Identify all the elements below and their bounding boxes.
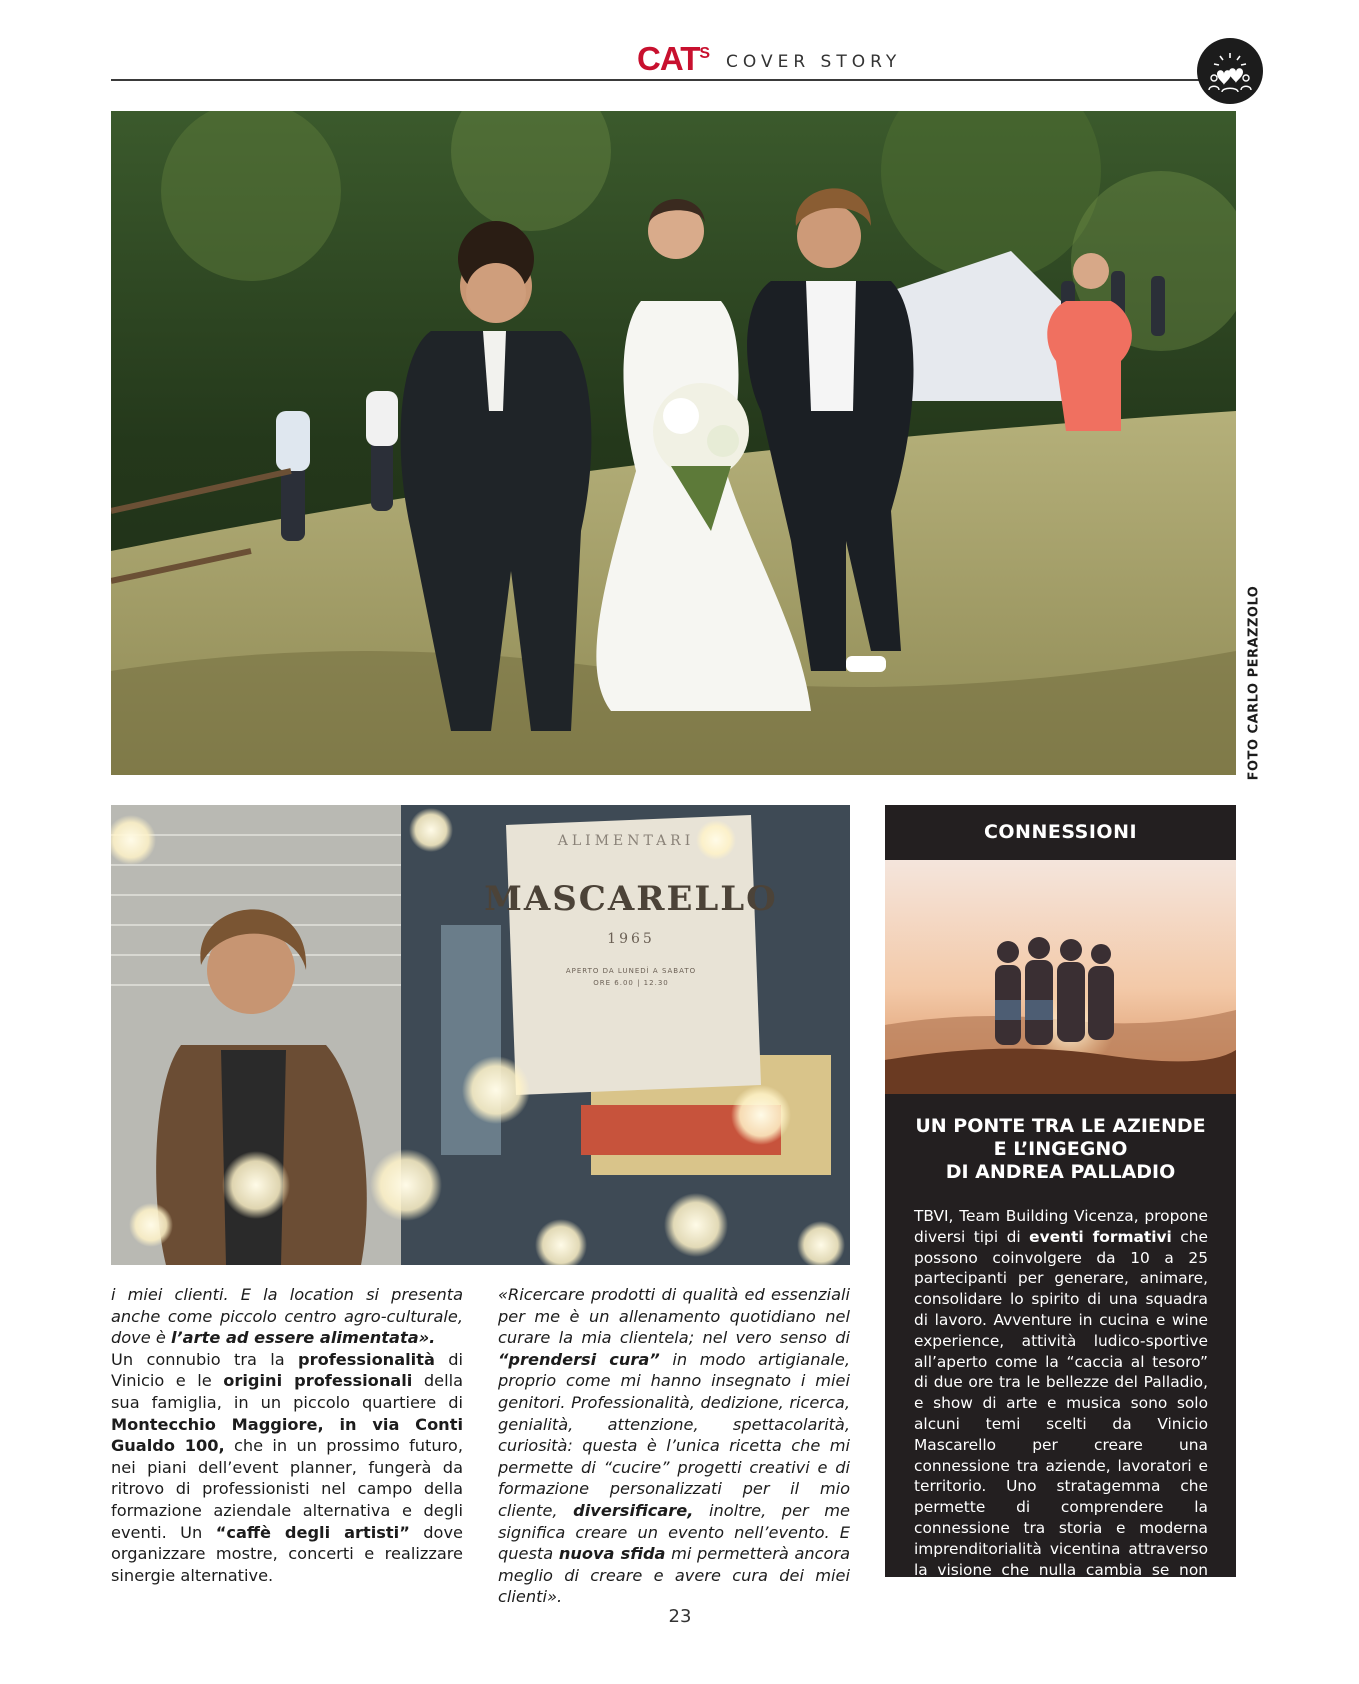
column1-intro: i miei clienti. E la location si presenta anche come piccolo centro agro-culturale, dove è l’arte ad essere alimentata».	[111, 1285, 463, 1348]
body-column-1	[111, 1284, 463, 1586]
wedding-photo	[111, 111, 1236, 775]
shop-photo	[111, 805, 850, 1265]
section-title: COVER STORY	[726, 52, 902, 72]
sidebar-heading: CONNESSIONI	[983, 820, 1138, 843]
sidebar-title-line: E L’INGEGNO	[993, 1138, 1128, 1160]
team-hearts-icon	[1197, 38, 1263, 104]
body-column-2-quote	[498, 1284, 850, 1608]
sidebar-box	[885, 805, 1236, 1600]
page-header	[111, 36, 1266, 82]
sidebar-body: TBVI, Team Building Vicenza, propone diversi tipi di eventi formativi che possono coinvolgere da 10 a 25 partecipanti per generare, animare, consolidare lo spirito di una squadra di lavoro. Avventure in cucina e wine experience, attività ludico-sportive all’aperto come la “caccia al tesoro” di due ore tra le bellezze del Palladio, e show di arte e musica sono solo alcuni temi scelti da Vinicio Mascarello per creare una connessione tra aziende, lavoratori e territorio. Uno stratagemma che permette di comprendere la connessione tra storia e moderna imprenditorialità vicentina attraverso la visione che nulla cambia se non l’ingegno umano.	[914, 1207, 1208, 1600]
sidebar-title-line: UN PONTE TRA LE AZIENDE	[915, 1115, 1206, 1137]
shop-sign-hours-1: APERTO DA LUNEDÌ A SABATO	[565, 967, 697, 975]
shop-sign-year: 1965	[607, 931, 655, 947]
magazine-logo: $CAT^S$	[637, 40, 710, 77]
photo-credit: FOTO CARLO PERAZZOLO	[1246, 585, 1262, 780]
shop-sign-hours-2: ORE 6.00 | 12.30	[593, 979, 669, 987]
sidebar-title-line: DI ANDREA PALLADIO	[945, 1161, 1176, 1183]
sunset-team-photo	[885, 860, 1236, 1094]
column1-paragraph: Un connubio tra la professionalità di Vinicio e le origini professionali della sua famiglia, in un piccolo quartiere di Montecchio Maggiore, in via Conti Gualdo 100, che in un prossimo futuro, nei piani dell’event planner, fungerà da ritrovo di professionisti nel campo della formazione aziendale alternativa e degli eventi. Un “caffè degli artisti” dove organizzare mostre, concerti e realizzare sinergie alternative.	[111, 1349, 463, 1585]
sidebar-title	[903, 1115, 1218, 1184]
shop-sign-name: MASCARELLO	[484, 879, 778, 919]
page-number: 23	[668, 1606, 692, 1627]
shop-sign-top: ALIMENTARI	[557, 833, 695, 849]
column2-paragraph: «Ricercare prodotti di qualità ed essenziali per me è un allenamento quotidiano nel curare la mia clientela; nel vero senso di “prendersi cura” in modo artigianale, proprio come mi hanno insegnato i miei genitori. Professionalità, dedizione, ricerca, genialità, attenzione, spettacolarità, curiosità: questa è l’unica ricetta che mi permette di “cucire” progetti creativi e di formazione personalizzati per il mio cliente, diversificare, inoltre, per me significa creare un evento nell’evento. E questa nuova sfida mi permetterà ancora meglio di creare e avere cura dei miei clienti».	[498, 1285, 851, 1607]
header-divider	[111, 79, 1219, 81]
